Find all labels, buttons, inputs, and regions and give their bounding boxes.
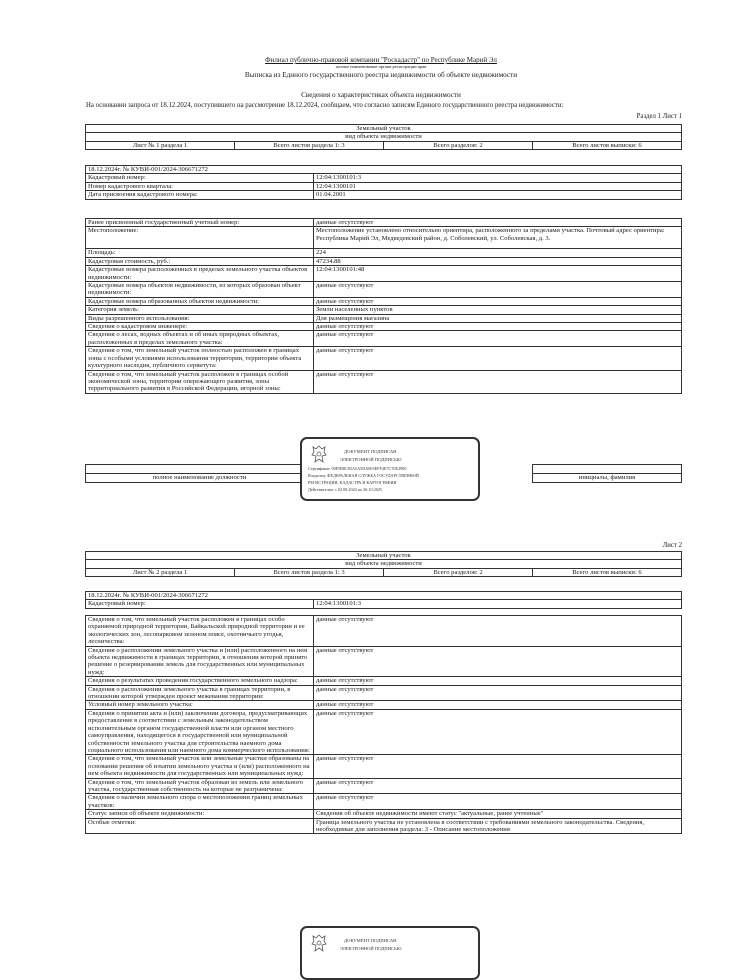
row-value: 12:04:1300101:48 xyxy=(314,266,682,282)
table-row xyxy=(86,323,682,331)
table-row xyxy=(86,227,682,249)
row-label: Виды разрешенного использования: xyxy=(86,314,314,322)
document-subtitle: Сведения о характеристиках объекта недвижимости xyxy=(301,91,461,99)
row-label: Сведения о расположении земельного участка в границах территории, в отношении которой утвержден проект межевания территории: xyxy=(86,685,314,701)
row-value: 224 xyxy=(314,249,682,257)
row-value: данные отсутствуют xyxy=(314,297,682,305)
row-value: Сведения об объекте недвижимости имеют статус "актуальные, ранее учтенные" xyxy=(314,810,682,818)
row-value: данные отсутствуют xyxy=(314,219,682,227)
date-reference: 18.12.2024г. № КУВИ-001/2024-306671272 xyxy=(86,166,682,174)
object-type: Земельный участок xyxy=(86,125,682,133)
table-row xyxy=(86,257,682,265)
date-reference: 18.12.2024г. № КУВИ-001/2024-306671272 xyxy=(86,592,682,600)
sheet-number: Лист № 1 раздела 1 xyxy=(86,141,235,149)
sections-total: Всего разделов: 2 xyxy=(384,141,533,149)
sheet2-top-table xyxy=(85,591,682,609)
row-value: 01.04.2001 xyxy=(314,191,682,199)
row-value: данные отсутствуют xyxy=(314,646,682,677)
row-label: Кадастровый номер: xyxy=(86,174,314,182)
stamp-line1: ДОКУМЕНТ ПОДПИСАН xyxy=(344,449,397,454)
row-label: Особые отметки: xyxy=(86,818,314,834)
stamp-line1: ДОКУМЕНТ ПОДПИСАН xyxy=(344,938,397,943)
row-label: Сведения о лесах, водных объектах и об иных природных объектах, расположенных в пределах земельного участка: xyxy=(86,331,314,347)
table-row xyxy=(86,347,682,370)
sheet2-label: Лист 2 xyxy=(662,542,682,549)
stamp-certificate: Сертификат: 00F5B8C83A5A5DA003EFF4E7C70E2900 xyxy=(308,466,407,471)
table-row xyxy=(86,370,682,393)
table-row xyxy=(86,266,682,282)
table-row xyxy=(86,818,682,834)
stamp-line2: ЭЛЕКТРОННОЙ ПОДПИСЬЮ xyxy=(340,457,402,462)
row-label: Сведения о том, что земельный участок образован из земель или земельного участка, государственная собственность на которые не разграничена: xyxy=(86,778,314,794)
row-label: Условный номер земельного участка: xyxy=(86,701,314,709)
row-label: Статус записи об объекте недвижимости: xyxy=(86,810,314,818)
section-sheets-total: Всего листов раздела 1: 3 xyxy=(235,568,384,576)
e-signature-stamp xyxy=(300,437,480,501)
table-row xyxy=(86,778,682,794)
position-caption: полное наименование должности xyxy=(86,474,314,483)
row-value: 12:04:1300101:3 xyxy=(314,174,682,182)
table-row xyxy=(86,600,682,608)
stamp-owner: Владелец: ФЕДЕРАЛЬНАЯ СЛУЖБА ГОСУДАРСТВЕННОЙ xyxy=(308,473,419,478)
table-row xyxy=(86,219,682,227)
row-value: данные отсутствуют xyxy=(314,778,682,794)
row-label: Сведения о расположении земельного участка и (или) расположенного на нем объекта недвижимости в границах территории, в отношении которой принято решение о резервировании земель для государственных или муниципальных нужд: xyxy=(86,646,314,677)
row-label: Ранее присвоенный государственный учетный номер: xyxy=(86,219,314,227)
extract-sheets-total: Всего листов выписки: 6 xyxy=(533,141,682,149)
row-value: данные отсутствуют xyxy=(314,282,682,298)
row-label: Сведения о том, что земельный участок полностью расположен в границах зоны с особыми условиями использования территории, территории объекта культурного наследия, публичного сервитута: xyxy=(86,347,314,370)
stamp-line2: ЭЛЕКТРОННОЙ ПОДПИСЬЮ xyxy=(340,946,402,951)
row-label: Кадастровые номера объектов недвижимости, из которых образован объект недвижимости: xyxy=(86,282,314,298)
stamp-owner-2: РЕГИСТРАЦИИ, КАДАСТРА И КАРТОГРАФИИ xyxy=(308,480,397,485)
row-value: данные отсутствуют xyxy=(314,347,682,370)
row-value: Для размещения магазина xyxy=(314,314,682,322)
row-value: 47234.88 xyxy=(314,257,682,265)
row-label: Сведения о том, что земельный участок или земельные участки образованы на основании решения об изъятии земельного участка и (или) расположенного на нем объекта недвижимости для государственных или муниципальных нужд: xyxy=(86,755,314,778)
table-row xyxy=(86,191,682,199)
row-label: Сведения о том, что земельный участок расположен в границах особо охраняемой природной территории, Байкальской природной территории и ее экологических зон, лесопарковом зеленом поясе, охотничьего угодья, лесничества: xyxy=(86,616,314,647)
row-label: Категория земель: xyxy=(86,306,314,314)
object-type: Земельный участок xyxy=(86,552,682,560)
table-row xyxy=(86,306,682,314)
org-caption: полное наименование органа регистрации прав xyxy=(335,64,427,69)
row-value: Земли населенных пунктов xyxy=(314,306,682,314)
row-value: Местоположение установлено относительно ориентира, расположенного за пределами участка. Почтовый адрес ориентира: Республика Марий Эл, Медведевский район, д. Соболевский, ул. Соболевская, д. 3. xyxy=(314,227,682,249)
table-row xyxy=(86,794,682,810)
row-value: данные отсутствуют xyxy=(314,677,682,685)
request-intro: На основании запроса от 18.12.2024, поступившего на рассмотрение 18.12.2024, сообщаем, что согласно записям Единого государственного реестра недвижимости: xyxy=(86,102,564,109)
emblem-icon xyxy=(310,933,328,955)
sheet1-header-table xyxy=(85,124,682,150)
table-row xyxy=(86,249,682,257)
row-value: Граница земельного участка не установлена в соответствии с требованиями земельного законодательства. Сведения, необходимые для заполнения раздела: 3 - Описание местоположения xyxy=(314,818,682,834)
object-caption: вид объекта недвижимости xyxy=(86,560,682,568)
row-label: Кадастровые номера расположенных в пределах земельного участка объектов недвижимости: xyxy=(86,266,314,282)
row-label: Сведения о результатах проведения государственного земельного надзора: xyxy=(86,677,314,685)
row-value: 12:04:1300101 xyxy=(314,182,682,190)
row-value: данные отсутствуют xyxy=(314,701,682,709)
row-label: Сведения о наличии земельного спора о местоположении границ земельных участков: xyxy=(86,794,314,810)
stamp-validity: Действителен: с 02.08.2024 по 26.10.2025 xyxy=(308,487,383,492)
extract-sheets-total: Всего листов выписки: 6 xyxy=(533,568,682,576)
table-row xyxy=(86,314,682,322)
table-row xyxy=(86,646,682,677)
row-label: Номер кадастрового квартала: xyxy=(86,182,314,190)
row-value: данные отсутствуют xyxy=(314,331,682,347)
row-label: Сведения о кадастровом инженере: xyxy=(86,323,314,331)
table-row xyxy=(86,616,682,647)
row-value: данные отсутствуют xyxy=(314,616,682,647)
emblem-icon xyxy=(310,444,328,466)
table-row xyxy=(86,810,682,818)
row-label: Сведения о принятии акта и (или) заключении договора, предусматривающих предоставление в соответствии с земельным законодательством исполнительным органом государственной власти или органом местного самоуправления, находящегося в государственной или муниципальной собственности земельного участка для строительства наемного дома социального использования или наемного дома коммерческого использования: xyxy=(86,709,314,754)
table-row xyxy=(86,685,682,701)
row-value: 12:04:1300101:3 xyxy=(314,600,682,608)
table-row xyxy=(86,709,682,754)
row-label: Сведения о том, что земельный участок расположен в границах особой экономической зоны, территории опережающего развития, зоны территориального развития в Российской Федерации, игорной зоны: xyxy=(86,370,314,393)
row-value: данные отсутствуют xyxy=(314,755,682,778)
org-name: Филиал публично-правовой компании "Роскадастр" по Республике Марий Эл xyxy=(265,56,497,64)
document-title: Выписка из Единого государственного реестра недвижимости об объекте недвижимости xyxy=(244,71,518,79)
section-sheet-label: Раздел 1 Лист 1 xyxy=(636,113,682,120)
row-label: Кадастровые номера образованных объектов недвижимости: xyxy=(86,297,314,305)
section-sheets-total: Всего листов раздела 1: 3 xyxy=(235,141,384,149)
row-label: Кадастровый номер: xyxy=(86,600,314,608)
row-label: Местоположение: xyxy=(86,227,314,249)
initials-caption: инициалы, фамилия xyxy=(533,474,682,483)
sections-total: Всего разделов: 2 xyxy=(384,568,533,576)
table-row xyxy=(86,182,682,190)
table-row xyxy=(86,701,682,709)
row-label: Кадастровая стоимость, руб.: xyxy=(86,257,314,265)
row-label: Дата присвоения кадастрового номера: xyxy=(86,191,314,199)
sheet2-main-table xyxy=(85,615,682,834)
table-row xyxy=(86,755,682,778)
row-label: Площадь: xyxy=(86,249,314,257)
table-row xyxy=(86,331,682,347)
sheet2-header-table xyxy=(85,551,682,577)
row-value: данные отсутствуют xyxy=(314,685,682,701)
row-value: данные отсутствуют xyxy=(314,370,682,393)
object-caption: вид объекта недвижимости xyxy=(86,133,682,141)
table-row xyxy=(86,174,682,182)
sheet-number: Лист № 2 раздела 1 xyxy=(86,568,235,576)
row-value: данные отсутствуют xyxy=(314,323,682,331)
sheet1-top-table xyxy=(85,165,682,200)
table-row xyxy=(86,282,682,298)
table-row xyxy=(86,677,682,685)
row-value: данные отсутствуют xyxy=(314,709,682,754)
sheet1-main-table xyxy=(85,218,682,394)
table-row xyxy=(86,297,682,305)
e-signature-stamp-2 xyxy=(300,926,480,980)
row-value: данные отсутствуют xyxy=(314,794,682,810)
